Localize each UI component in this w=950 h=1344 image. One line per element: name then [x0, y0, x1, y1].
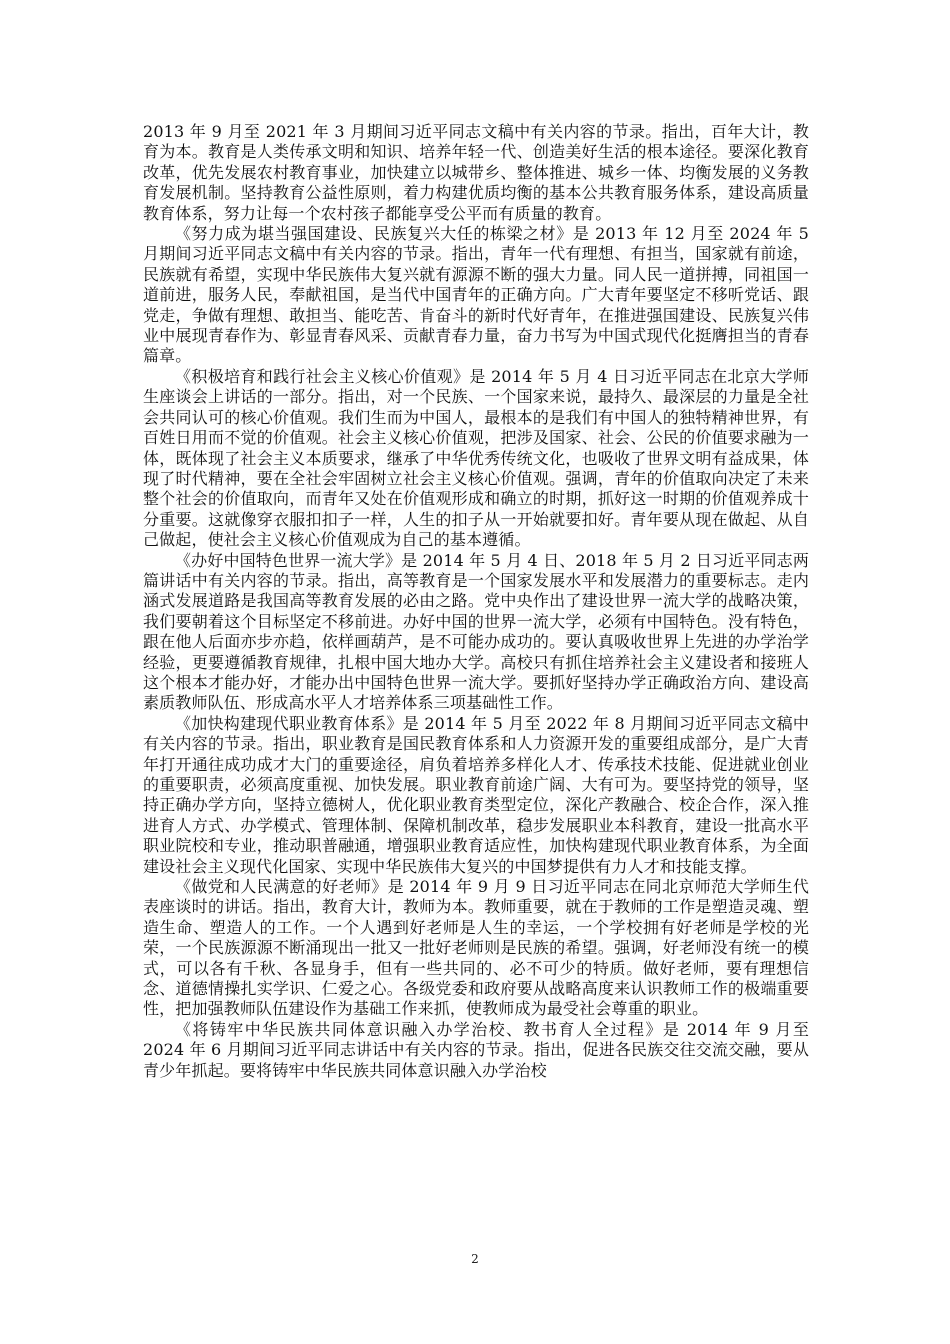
page-number: 2: [471, 1252, 479, 1266]
paragraph-world-class-university: 《办好中国特色世界一流大学》是 2014 年 5 月 4 日、2018 年 5 月 2 日习近平同志两篇讲话中有关内容的节录。指出，高等教育是一个国家发展水平和发展潜力的重要标志。走内涵式发展道路是我国高等教育发展的必由之路。党中央作出了建设世界一流大学的战略决策，我们要朝着这个目标坚定不移前进。办好中国的世界一流大学，必须有中国特色。没有特色，跟在他人后面亦步亦趋，依样画葫芦，是不可能办成功的。要认真吸收世界上先进的办学治学经验，更要遵循教育规律，扎根中国大地办大学。高校只有抓住培养社会主义建设者和接班人这个根本才能办好，才能办出中国特色世界一流大学。要抓好坚持办学正确政治方向、建设高素质教师队伍、形成高水平人才培养体系三项基础性工作。: [143, 550, 809, 713]
paragraph-youth-pillars: 《努力成为堪当强国建设、民族复兴大任的栋梁之材》是 2013 年 12 月至 2024 年 5 月期间习近平同志文稿中有关内容的节录。指出，青年一代有理想、有担当，国家就有前途，民族就有希望，实现中华民族伟大复兴就有源源不断的强大力量。同人民一道拼搏，同祖国一道前进，服务人民，奉献祖国，是当代中国青年的正确方向。广大青年要坚定不移听党话、跟党走，争做有理想、敢担当、能吃苦、肯奋斗的新时代好青年，在推进强国建设、民族复兴伟业中展现青春作为、彰显青春风采、贡献青春力量，奋力书写为中国式现代化挺膺担当的青春篇章。: [143, 224, 809, 366]
paragraph-core-values: 《积极培育和践行社会主义核心价值观》是 2014 年 5 月 4 日习近平同志在北京大学师生座谈会上讲话的一部分。指出，对一个民族、一个国家来说，最持久、最深层的力量是全社会共同认可的核心价值观。我们生而为中国人，最根本的是我们有中国人的独特精神世界，有百姓日用而不觉的价值观。社会主义核心价值观，把涉及国家、社会、公民的价值要求融为一体，既体现了社会主义本质要求，继承了中华优秀传统文化，也吸收了世界文明有益成果，体现了时代精神，要在全社会牢固树立社会主义核心价值观。强调，青年的价值取向决定了未来整个社会的价值取向，而青年又处在价值观形成和确立的时期，抓好这一时期的价值观养成十分重要。这就像穿衣服扣扣子一样，人生的扣子从一开始就要扣好。青年要从现在做起、从自己做起，使社会主义核心价值观成为自己的基本遵循。: [143, 366, 809, 550]
paragraph-national-community: 《将铸牢中华民族共同体意识融入办学治校、教书育人全过程》是 2014 年 9 月至 2024 年 6 月期间习近平同志讲话中有关内容的节录。指出，促进各民族交往交流交融，要从青少年抓起。要将铸牢中华民族共同体意识融入办学治校: [143, 1019, 809, 1080]
paragraph-vocational-education: 《加快构建现代职业教育体系》是 2014 年 5 月至 2022 年 8 月期间习近平同志文稿中有关内容的节录。指出，职业教育是国民教育体系和人力资源开发的重要组成部分，是广大青年打开通往成功成才大门的重要途径，肩负着培养多样化人才、传承技术技能、促进就业创业的重要职责，必须高度重视、加快发展。职业教育前途广阔、大有可为。要坚持党的领导，坚持正确办学方向，坚持立德树人，优化职业教育类型定位，深化产教融合、校企合作，深入推进育人方式、办学模式、管理体制、保障机制改革，稳步发展职业本科教育，建设一批高水平职业院校和专业，推动职普融通，增强职业教育适应性，加快构建现代职业教育体系，为全面建设社会主义现代化国家、实现中华民族伟大复兴的中国梦提供有力人才和技能支撑。: [143, 713, 809, 876]
paragraph-good-teachers: 《做党和人民满意的好老师》是 2014 年 9 月 9 日习近平同志在同北京师范大学师生代表座谈时的讲话。指出，教育大计，教师为本。教师重要，就在于教师的工作是塑造灵魂、塑造生命、塑造人的工作。一个人遇到好老师是人生的幸运，一个学校拥有好老师是学校的光荣，一个民族源源不断涌现出一批又一批好老师则是民族的希望。强调，好老师没有统一的模式，可以各有千秋、各显身手，但有一些共同的、必不可少的特质。做好老师，要有理想信念、道德情操扎实学识、仁爱之心。各级党委和政府要从战略高度来认识教师工作的极端重要性，把加强教师队伍建设作为基础工作来抓，使教师成为最受社会尊重的职业。: [143, 877, 809, 1019]
body-text: [143, 122, 809, 1081]
paragraph-rural-education: 2013 年 9 月至 2021 年 3 月期间习近平同志文稿中有关内容的节录。指出，百年大计，教育为本。教育是人类传承文明和知识、培养年轻一代、创造美好生活的根本途径。要深化教育改革，优先发展农村教育事业，加快建立以城带乡、整体推进、城乡一体、均衡发展的义务教育发展机制。坚持教育公益性原则，着力构建优质均衡的基本公共教育服务体系，建设高质量教育体系，努力让每一个农村孩子都能享受公平而有质量的教育。: [143, 122, 809, 223]
